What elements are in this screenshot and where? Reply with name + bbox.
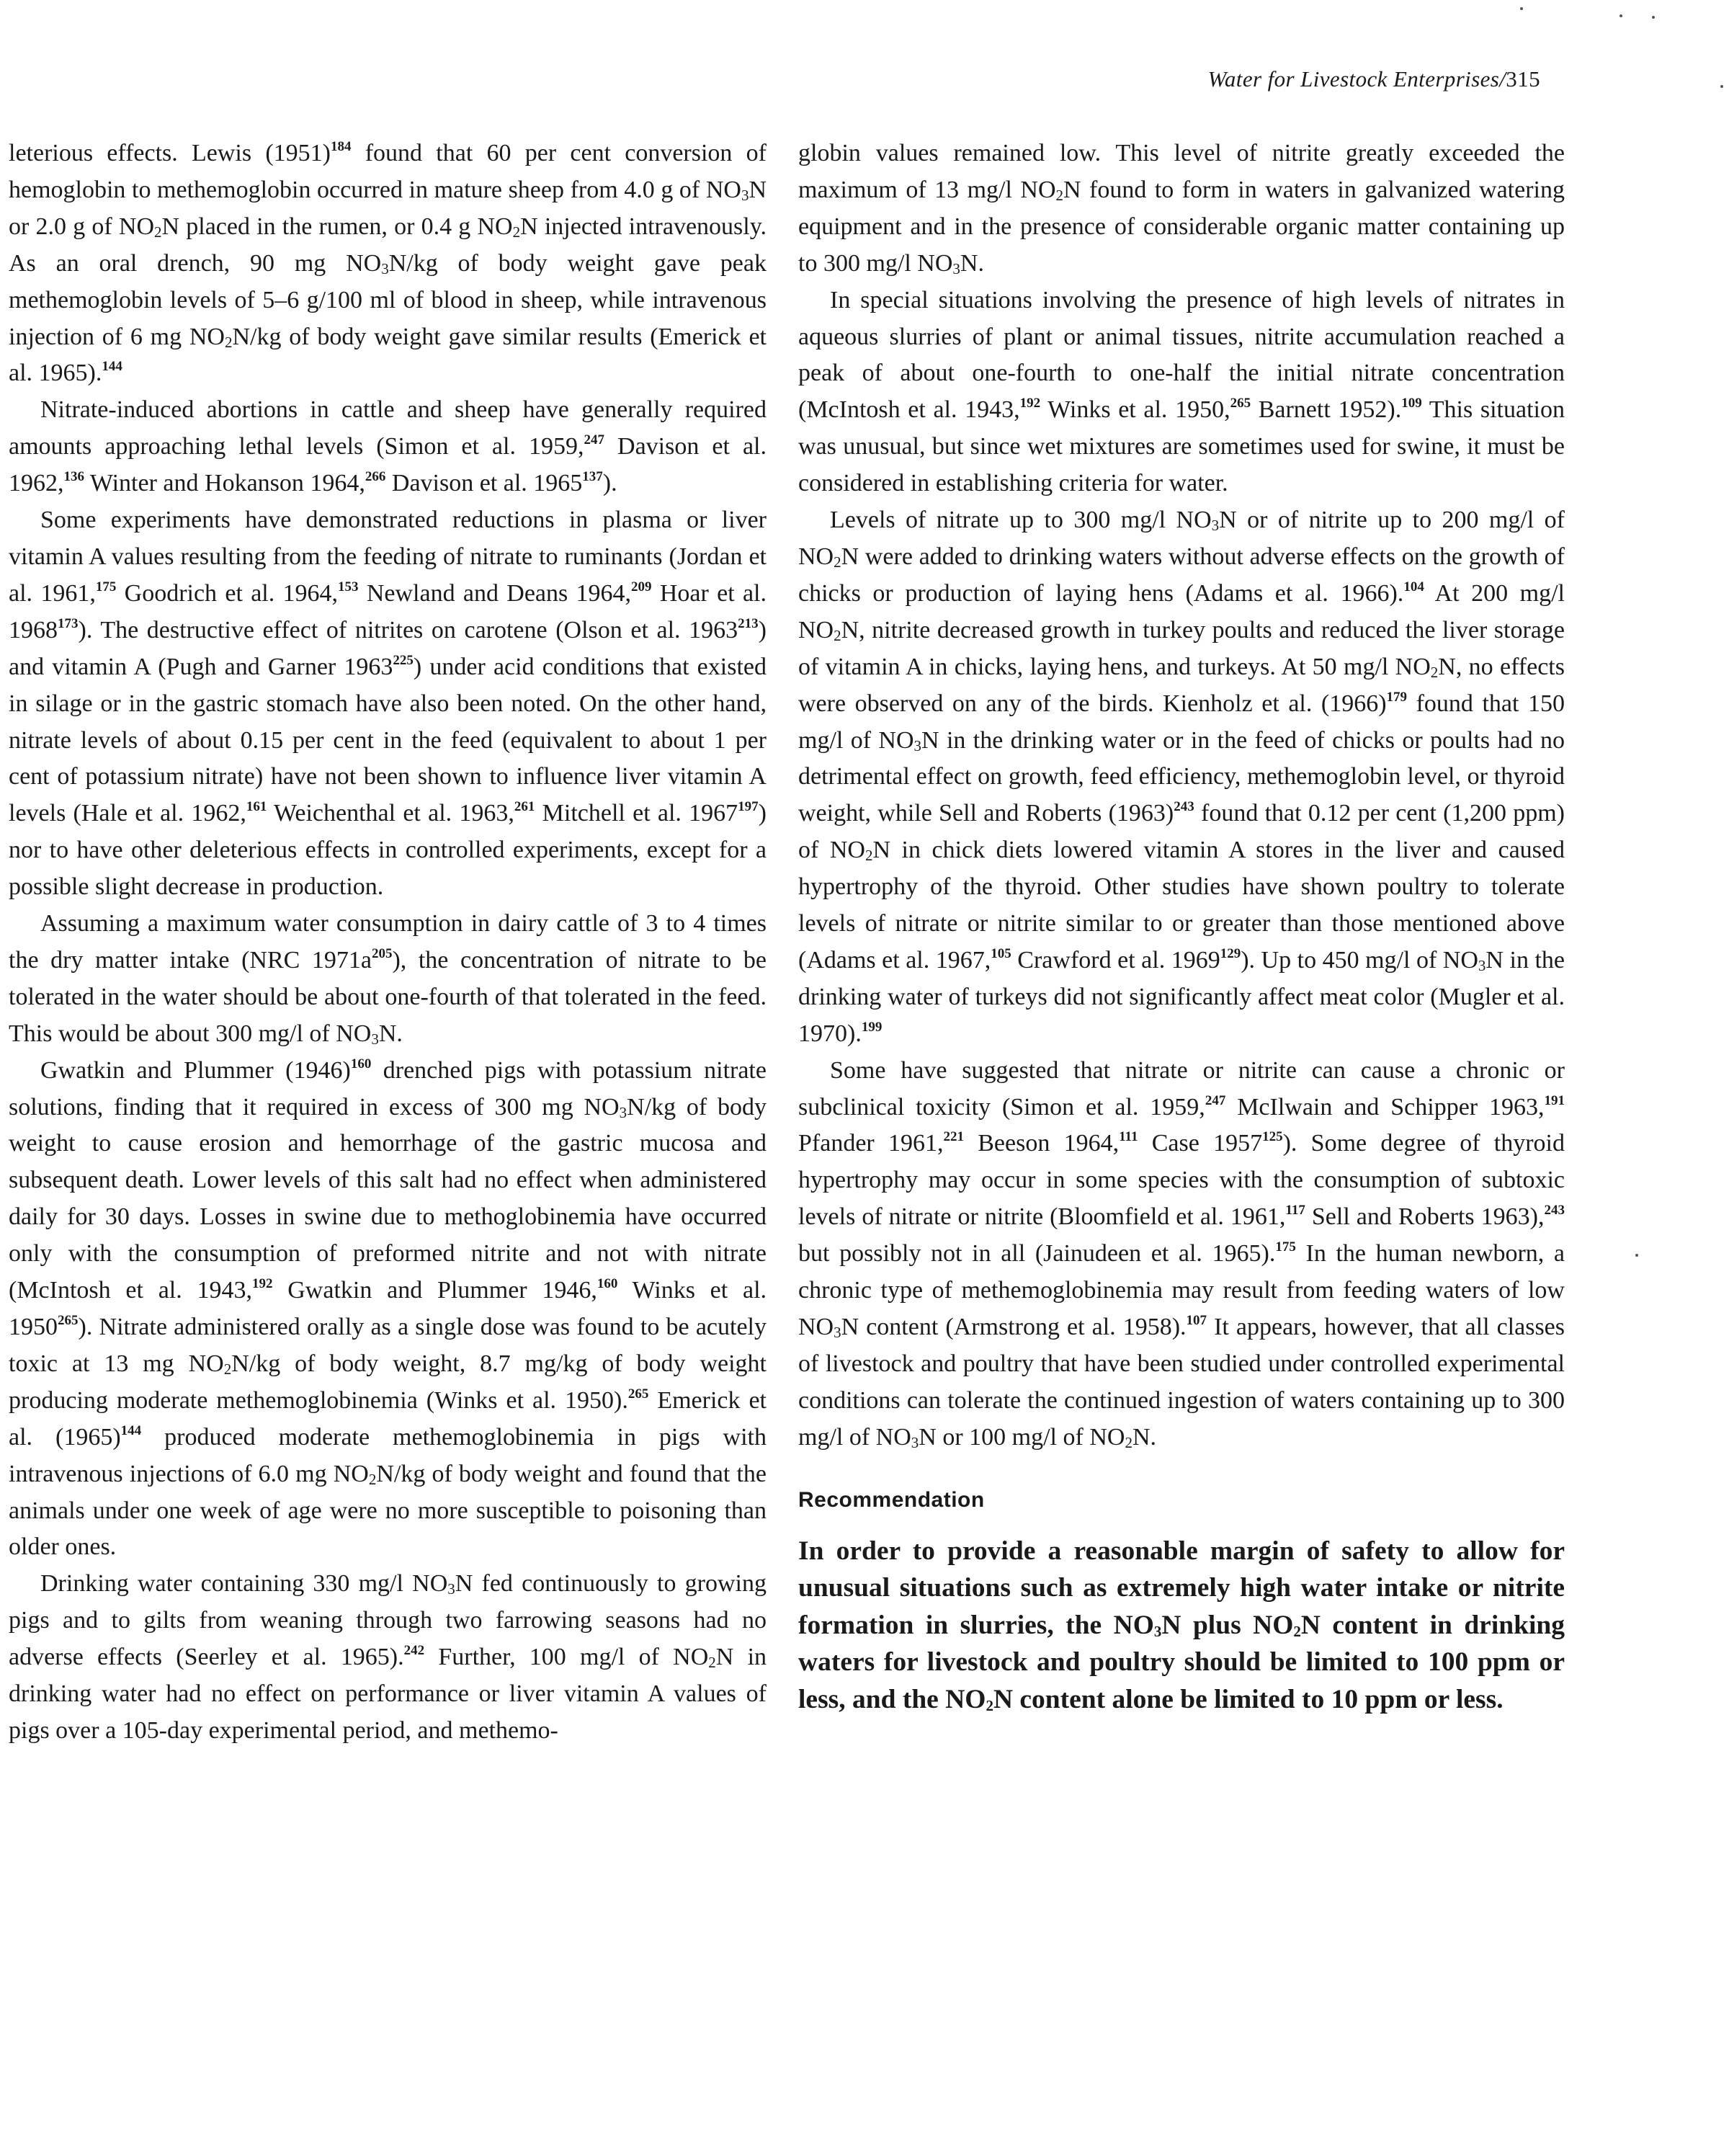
paragraph-drinking-water-pigs: Drinking water containing 330 mg/l $NO_3N$ fed continuously to growing pigs and to gilts from weaning through two farrowing seasons had no adverse effects (Seerley et al. 1965).$^{242}$ Further, 100 mg/l of $NO_2N$ in drinking water had no effect on performance or liver vitamin A values of pigs over a 105-day experimental period, and methemo- xyxy=(9,1570,767,1744)
paragraph-deleterious-effects: leterious effects. Lewis $(1951)^{184}$ found that 60 per cent conversion of hemoglobin to methemoglobin occurred in mature sheep from 4.0 g of $NO_3N$ or 2.0 g of $NO_2N$ placed in the rumen, or 0.4 g $NO_2N$ injected intravenously. As an oral drench, 90 mg $NO_3N/kg$ of body weight gave peak methemoglobin levels of 5–6 g/100 ml of blood in sheep, while intravenous injection of 6 mg $NO_2N/kg$ of body weight gave similar results (Emerick et al. 1965).$^{144}$ xyxy=(9,139,767,387)
paragraph-pigs-nitrate: Gwatkin and Plummer $(1946)^{160}$ drenched pigs with potassium nitrate solutions, finding that it required in excess of 300 mg $NO_3N/kg$ of body weight to cause erosion and hemorrhage of the gastric mucosa and subsequent death. Lower levels of this salt had no effect when administered daily for 30 days. Losses in swine due to methoglobinemia have occurred only with the consumption of preformed nitrite and not with nitrate (McIntosh et al. 1943,$^{192}$ Gwatkin and Plummer 1946,$^{160}$ Winks et al. 1950$^{265}$). Nitrate administered orally as a single dose was found to be acutely toxic at 13 mg $NO_2N/kg$ of body weight, 8.7 mg/kg of body weight producing moderate methemoglobinemia (Winks et al. 1950).$^{265}$ Emerick et al. $(1965)^{144}$ produced moderate methemoglobinemia in pigs with intravenous injections of 6.0 mg $NO_2N/kg$ of body weight and found that the animals under one week of age were no more susceptible to poisoning than older ones. xyxy=(9,1056,767,1561)
recommendation-text: In order to provide a reasonable margin of safety to allow for unusual situations such as extremely high water intake or nitrite formation in slurries, the $NO_3N$ plus $NO_2N$ content in drinking waters for livestock and poultry should be limited to 100 ppm or less, and the $NO_2N$ content alone be limited to 10 ppm or less. xyxy=(798,1536,1565,1714)
paragraph-vitamin-a: Some experiments have demonstrated reductions in plasma or liver vitamin A values resulting from the feeding of nitrate to ruminants (Jordan et al. 1961,$^{175}$ Goodrich et al. 1964,$^{153}$ Newland and Deans 1964,$^{209}$ Hoar et al. 1968$^{173}$). The destructive effect of nitrites on carotene (Olson et al. 1963$^{213}$) and vitamin A (Pugh and Garner 1963$^{225}$) under acid conditions that existed in silage or in the gastric stomach have also been noted. On the other hand, nitrate levels of about 0.15 per cent in the feed (equivalent to about 1 per cent of potassium nitrate) have not been shown to influence liver vitamin A levels (Hale et al. 1962,$^{161}$ Weichenthal et al. 1963,$^{261}$ Mitchell et al. 1967$^{197}$) nor to have other deleterious effects in controlled experiments, except for a possible slight decrease in production. xyxy=(9,507,767,901)
running-head xyxy=(1208,66,1540,92)
paragraph-poultry: Levels of nitrate up to 300 mg/l $NO_3N$ or of nitrite up to 200 mg/l of $NO_2N$ were added to drinking waters without adverse effects on the growth of chicks or production of laying hens (Adams et al. 1966).$^{104}$ At 200 mg/l $NO_2N$, nitrite decreased growth in turkey poults and reduced the liver storage of vitamin A in chicks, laying hens, and turkeys. At 50 mg/l $NO_2N$, no effects were observed on any of the birds. Kienholz et al. $(1966)^{179}$ found that 150 mg/l of $NO_3N$ in the drinking water or in the feed of chicks or poults had no detrimental effect on growth, feed efficiency, methemoglobin level, or thyroid weight, while Sell and Roberts $(1963)^{243}$ found that 0.12 per cent (1,200 ppm) of $NO_2N$ in chick diets lowered vitamin A stores in the liver and caused hypertrophy of the thyroid. Other studies have shown poultry to tolerate levels of nitrate or nitrite similar to or greater than those mentioned above (Adams et al. 1967,$^{105}$ Crawford et al. 1969$^{129}$). Up to 450 mg/l of $NO_3N$ in the drinking water of turkeys did not significantly affect meat color (Mugler et al. 1970).$^{199}$ xyxy=(798,507,1565,1047)
scan-speck xyxy=(1520,7,1523,10)
running-title: Water for Livestock Enterprises xyxy=(1207,66,1500,92)
left-column xyxy=(9,135,767,1750)
paragraph-water-consumption: Assuming a maximum water consumption in dairy cattle of 3 to 4 times the dry matter intake (NRC $1971a^{205}$), the concentration of nitrate to be tolerated in the water should be about one-fourth of that tolerated in the feed. This would be about 300 mg/l of $NO_3N$. xyxy=(9,910,767,1048)
paragraph-methemoglobin-continued: globin values remained low. This level of nitrite greatly exceeded the maximum of 13 mg/l $NO_2N$ found to form in waters in galvanized watering equipment and in the presence of considerable organic matter containing up to 300 mg/l $NO_3N$. xyxy=(798,140,1565,277)
recommendation-heading: Recommendation xyxy=(798,1487,985,1512)
scan-speck xyxy=(1720,85,1723,88)
paragraph-chronic-toxicity: Some have suggested that nitrate or nitrite can cause a chronic or subclinical toxicity (Simon et al. 1959,$^{247}$ McIlwain and Schipper 1963,$^{191}$ Pfander 1961,$^{221}$ Beeson 1964,$^{111}$ Case 1957$^{125}$). Some degree of thyroid hypertrophy may occur in some species with the consumption of subtoxic levels of nitrate or nitrite (Bloomfield et al. 1961,$^{117}$ Sell and Roberts 1963),$^{243}$ but possibly not in all (Jainudeen et al. 1965).$^{175}$ In the human newborn, a chronic type of methemoglobinemia may result from feeding waters of low $NO_3N$ content (Armstrong et al. 1958).$^{107}$ It appears, however, that all classes of livestock and poultry that have been studied under controlled experimental conditions can tolerate the continued ingestion of waters containing up to 300 mg/l of $NO_3N$ or 100 mg/l of $NO_2N$. xyxy=(798,1056,1565,1451)
scan-speck xyxy=(1652,16,1655,19)
paragraph-abortions: Nitrate-induced abortions in cattle and sheep have generally required amounts approaching lethal levels (Simon et al. 1959,$^{247}$ Davison et al. 1962,$^{136}$ Winter and Hokanson 1964,$^{266}$ Davison et al. 1965$^{137}$). xyxy=(9,396,767,497)
scan-speck xyxy=(1619,14,1622,17)
right-column xyxy=(798,135,1565,1718)
title-separator: / xyxy=(1499,66,1506,92)
paragraph-slurries: In special situations involving the presence of high levels of nitrates in aqueous slurries of plant or animal tissues, nitrite accumulation reached a peak of about one-fourth to one-half the initial nitrate concentration (McIntosh et al. 1943,$^{192}$ Winks et al. 1950,$^{265}$ Barnett 1952).$^{109}$ This situation was unusual, but since wet mixtures are sometimes used for swine, it must be considered in establishing criteria for water. xyxy=(798,286,1565,497)
page-number: 315 xyxy=(1506,66,1540,92)
scan-speck xyxy=(1635,1254,1638,1257)
